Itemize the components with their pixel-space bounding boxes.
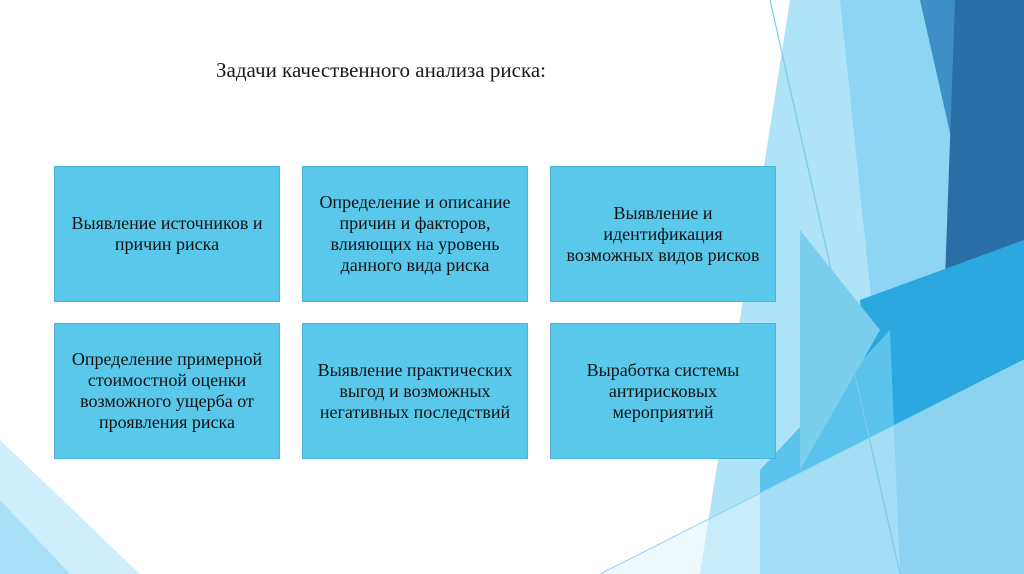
task-box-1 — [54, 166, 280, 302]
task-text-5: Выявление практических выгод и возможных негативных последствий — [317, 359, 513, 422]
task-box-6 — [550, 323, 776, 459]
task-box-4 — [54, 323, 280, 459]
task-text-6: Выработка системы антирисковых мероприятий — [586, 359, 740, 422]
task-text-3: Выявление и идентификация возможных видов рисков — [566, 202, 760, 265]
slide-title: Задачи качественного анализа риска: — [216, 58, 547, 82]
task-text-2: Определение и описание причин и факторов, влияющих на уровень данного вида риска — [319, 192, 511, 275]
task-text-1: Выявление источников и причин риска — [71, 213, 263, 254]
task-box-3 — [550, 166, 776, 302]
task-box-2 — [302, 166, 528, 302]
task-box-5 — [302, 323, 528, 459]
task-text-4: Определение примерной стоимостной оценки возможного ущерба от проявления риска — [71, 349, 263, 432]
